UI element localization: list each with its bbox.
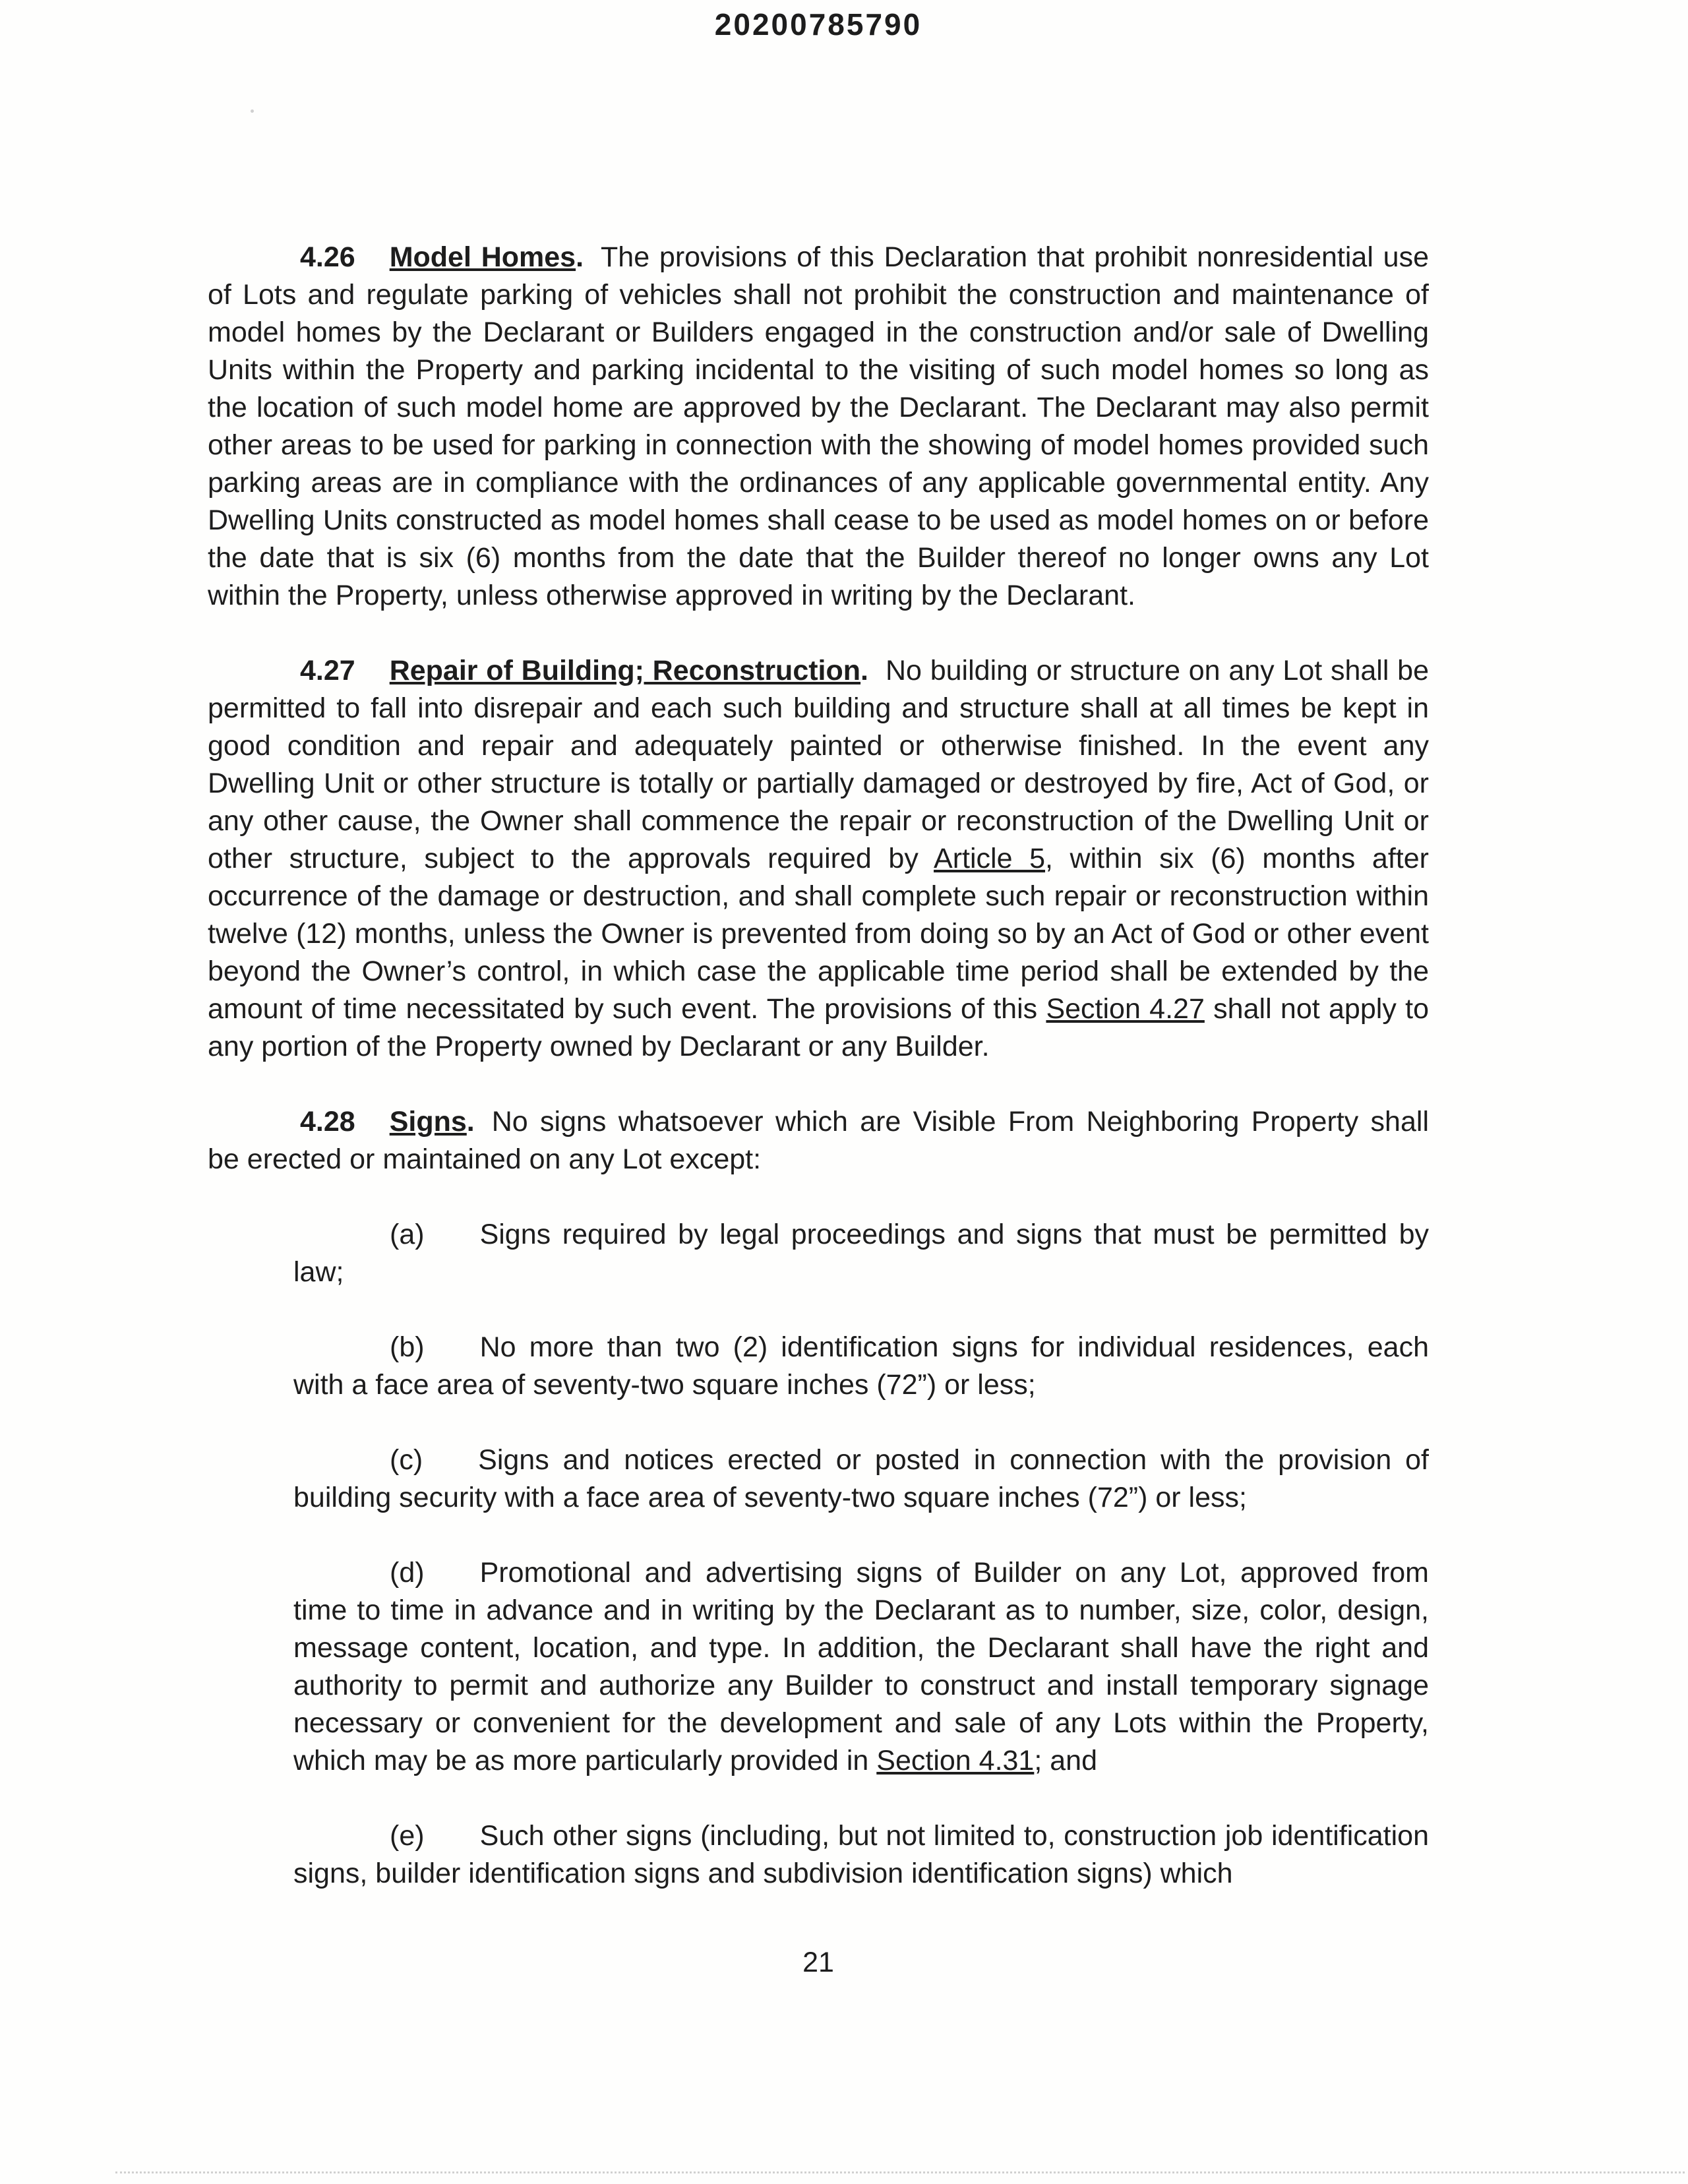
subsection-text: Promotional and advertising signs of Builder on any Lot, approved from time to time in advance and in writing by the Declarant as to number, size, color, design, message content, location, and type. In addition, the Declarant shall have the right and authority to permit and authorize any Builder to construct and install temporary signage necessary or convenient for the development and sale of any Lots within the Property, which may be as more particularly provided in (293, 1557, 1429, 1776)
subsection-d (293, 1554, 1429, 1780)
subsection-text: Signs required by legal proceedings and signs that must be permitted by law; (293, 1219, 1429, 1288)
subsection-c (293, 1441, 1429, 1517)
subsection-text: No more than two (2) identification signs for individual residences, each with a face area of seventy-two square inches (72”) or less; (293, 1331, 1429, 1401)
section-title: Signs (389, 1106, 467, 1138)
section-paragraph-4-26 (208, 239, 1429, 615)
paragraph-text: , within six (6) months after occurrence of the damage or destruction, and shall complete such repair or reconstruction within twelve (12) months, unless the Owner is prevented from doing so by an Act of God or other event beyond the Owner’s control, in which case the applicable time period shall be extended by the amount of time necessitated by such event. The provisions of this (208, 843, 1429, 1025)
subsection-text: ; and (1034, 1745, 1097, 1776)
subsection-a (293, 1216, 1429, 1291)
paragraph-text: No signs whatsoever which are Visible From Neighboring Property shall be erected or maintained on any Lot except: (208, 1106, 1429, 1175)
cross-reference-article-5: Article 5 (934, 843, 1046, 874)
scan-speck (251, 109, 254, 113)
section-title: Repair of Building; Reconstruction (389, 655, 861, 686)
subsection-text: Such other signs (including, but not limited to, construction job identification signs, builder identification signs and subdivision identification signs) which (293, 1820, 1429, 1889)
cross-reference-section-4-31: Section 4.31 (876, 1745, 1035, 1776)
paragraph-text: No building or structure on any Lot shall be permitted to fall into disrepair and each such building and structure shall at all times be kept in good condition and repair and adequately painted or otherwise finished. In the event any Dwelling Unit or other structure is totally or partially damaged or destroyed by fire, Act of God, or any other cause, the Owner shall commence the repair or reconstruction of the Dwelling Unit or other structure, subject to the approvals required by (208, 655, 1429, 874)
document-body (208, 239, 1429, 1893)
page-number: 21 (802, 1947, 834, 1978)
subsection-text: Signs and notices erected or posted in connection with the provision of building security with a face area of seventy-two square inches (72”) or less; (293, 1444, 1429, 1513)
subsection-e (293, 1817, 1429, 1893)
section-title-period: . (466, 1106, 475, 1138)
section-number: 4.27 (300, 655, 355, 686)
subsection-label: (a) (390, 1219, 425, 1250)
subsection-label: (b) (390, 1331, 425, 1363)
scan-artifact-line (115, 2171, 1685, 2173)
paragraph-text: shall not apply to any portion of the Property owned by Declarant or any Builder. (208, 993, 1429, 1062)
subsection-label: (c) (390, 1444, 423, 1476)
subsection-label: (e) (390, 1820, 425, 1852)
section-number: 4.28 (300, 1106, 355, 1138)
paragraph-text: The provisions of this Declaration that prohibit nonresidential use of Lots and regulate parking of vehicles shall not prohibit the construction and maintenance of model homes by the Declarant or Builders engaged in the construction and/or sale of Dwelling Units within the Property and parking incidental to the visiting of such model homes so long as the location of such model home are approved by the Declarant. The Declarant may also permit other areas to be used for parking in connection with the showing of model homes provided such parking areas are in compliance with the ordinances of any applicable governmental entity. Any Dwelling Units constructed as model homes shall cease to be used as model homes on or before the date that is six (6) months from the date that the Builder thereof no longer owns any Lot within the Property, unless otherwise approved in writing by the Declarant. (208, 241, 1429, 611)
section-number: 4.26 (300, 241, 355, 273)
section-title-period: . (860, 655, 868, 686)
section-paragraph-4-27 (208, 652, 1429, 1066)
cross-reference-section-4-27: Section 4.27 (1046, 993, 1205, 1025)
section-paragraph-4-28 (208, 1103, 1429, 1178)
section-title-period: . (576, 241, 584, 273)
document-number: 20200785790 (714, 7, 922, 42)
subsection-label: (d) (390, 1557, 425, 1589)
section-title: Model Homes (389, 241, 576, 273)
subsection-b (293, 1329, 1429, 1404)
